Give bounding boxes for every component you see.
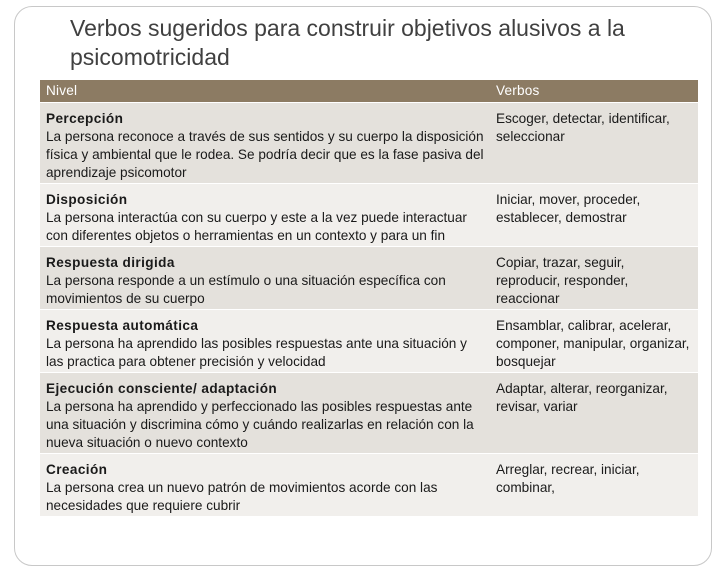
column-header-level: Nivel — [40, 80, 490, 103]
level-description: La persona interactúa con su cuerpo y este a la vez puede interactuar con diferentes objetos o herramientas en un contexto y para un fin — [46, 210, 467, 243]
table-row — [40, 247, 698, 310]
table-header-row — [40, 80, 698, 103]
level-cell — [40, 184, 490, 247]
level-name: Disposición — [46, 192, 128, 207]
level-name: Ejecución consciente/ adaptación — [46, 381, 278, 396]
column-header-verbs: Verbos — [490, 80, 698, 103]
level-description: La persona ha aprendido y perfeccionado las posibles respuestas ante una situación y discrimina cómo y cuándo realizarlas en relación con la nueva situación o nuevo contexto — [46, 399, 474, 450]
level-cell — [40, 247, 490, 310]
level-name: Respuesta automática — [46, 318, 199, 333]
level-cell — [40, 454, 490, 517]
verbs-cell: Copiar, trazar, seguir, reproducir, responder, reaccionar — [490, 247, 698, 310]
verbs-table — [40, 80, 698, 516]
page-title: Verbos sugeridos para construir objetivos alusivos a la psicomotricidad — [70, 15, 625, 70]
level-description: La persona crea un nuevo patrón de movimientos acorde con las necesidades que requiere cubrir — [46, 480, 438, 513]
level-description: La persona ha aprendido las posibles respuestas ante una situación y las practica para obtener precisión y velocidad — [46, 336, 467, 369]
level-description: La persona reconoce a través de sus sentidos y su cuerpo la disposición física y ambiental que le rodea. Se podría decir que es la fase pasiva del aprendizaje psicomotor — [46, 129, 484, 180]
level-cell — [40, 373, 490, 454]
table-row — [40, 310, 698, 373]
level-cell — [40, 310, 490, 373]
verbs-cell: Iniciar, mover, proceder, establecer, demostrar — [490, 184, 698, 247]
verbs-cell: Ensamblar, calibrar, acelerar, componer, manipular, organizar, bosquejar — [490, 310, 698, 373]
level-cell — [40, 103, 490, 184]
level-name: Respuesta dirigida — [46, 255, 175, 270]
level-description: La persona responde a un estímulo o una situación específica con movimientos de su cuerpo — [46, 273, 446, 306]
verbs-cell: Escoger, detectar, identificar, seleccionar — [490, 103, 698, 184]
table-row — [40, 373, 698, 454]
table-row — [40, 454, 698, 517]
verbs-cell: Adaptar, alterar, reorganizar, revisar, variar — [490, 373, 698, 454]
table-row — [40, 103, 698, 184]
verbs-cell: Arreglar, recrear, iniciar, combinar, — [490, 454, 698, 517]
level-name: Percepción — [46, 111, 124, 126]
table-row — [40, 184, 698, 247]
level-name: Creación — [46, 462, 108, 477]
